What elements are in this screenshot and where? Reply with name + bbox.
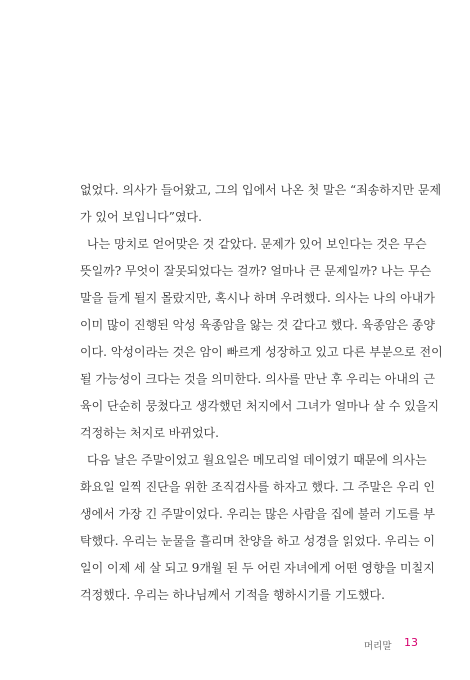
text-line: 뜻일까? 무엇이 잘못되었다는 걸까? 얼마나 큰 문제일까? 나는 무슨 [80,264,432,278]
text-line: 일이 이제 세 살 되고 9개월 된 두 어린 자녀에게 어떤 영향을 미칠지 [80,561,435,575]
text-line: 다음 날은 주말이었고 월요일은 메모리얼 데이였기 때문에 의사는 [87,453,427,467]
text-line: 육이 단순히 뭉쳤다고 생각했던 처지에서 그녀가 얼마나 살 수 있을지 [80,399,439,413]
text-line: 이다. 악성이라는 것은 암이 빠르게 성장하고 있고 다른 부분으로 전이 [80,345,443,359]
text-line: 걱정하는 처지로 바뀌었다. [80,426,219,440]
text-line: 탁했다. 우리는 눈물을 흘리며 찬양을 하고 성경을 읽었다. 우리는 이 [80,534,435,548]
text-line: 생에서 가장 긴 주말이었다. 우리는 많은 사람을 집에 불러 기도를 부 [80,507,435,521]
text-line: 걱정했다. 우리는 하나님께서 기적을 행하시기를 기도했다. [80,588,385,602]
text-line: 화요일 일찍 진단을 위한 조직검사를 하자고 했다. 그 주말은 우리 인 [80,480,435,494]
body-text [80,183,443,615]
text-line: 가 있어 보입니다”였다. [80,210,202,224]
text-line: 없었다. 의사가 들어왔고, 그의 입에서 나온 첫 말은 “죄송하지만 문제 [80,183,442,197]
running-head: 머리말 [364,641,392,652]
text-line: 될 가능성이 크다는 것을 의미한다. 의사를 만난 후 우리는 아내의 근 [80,372,435,386]
text-line: 이미 많이 진행된 악성 육종암을 앓는 것 같다고 했다. 육종암은 종양 [80,318,435,332]
text-line: 나는 망치로 얻어맞은 것 같았다. 문제가 있어 보인다는 것은 무슨 [87,237,427,251]
text-line: 말을 들게 될지 몰랐지만, 혹시나 하며 우려했다. 의사는 나의 아내가 [80,291,435,305]
page-footer [340,636,420,652]
page-number: 13 [404,636,418,649]
